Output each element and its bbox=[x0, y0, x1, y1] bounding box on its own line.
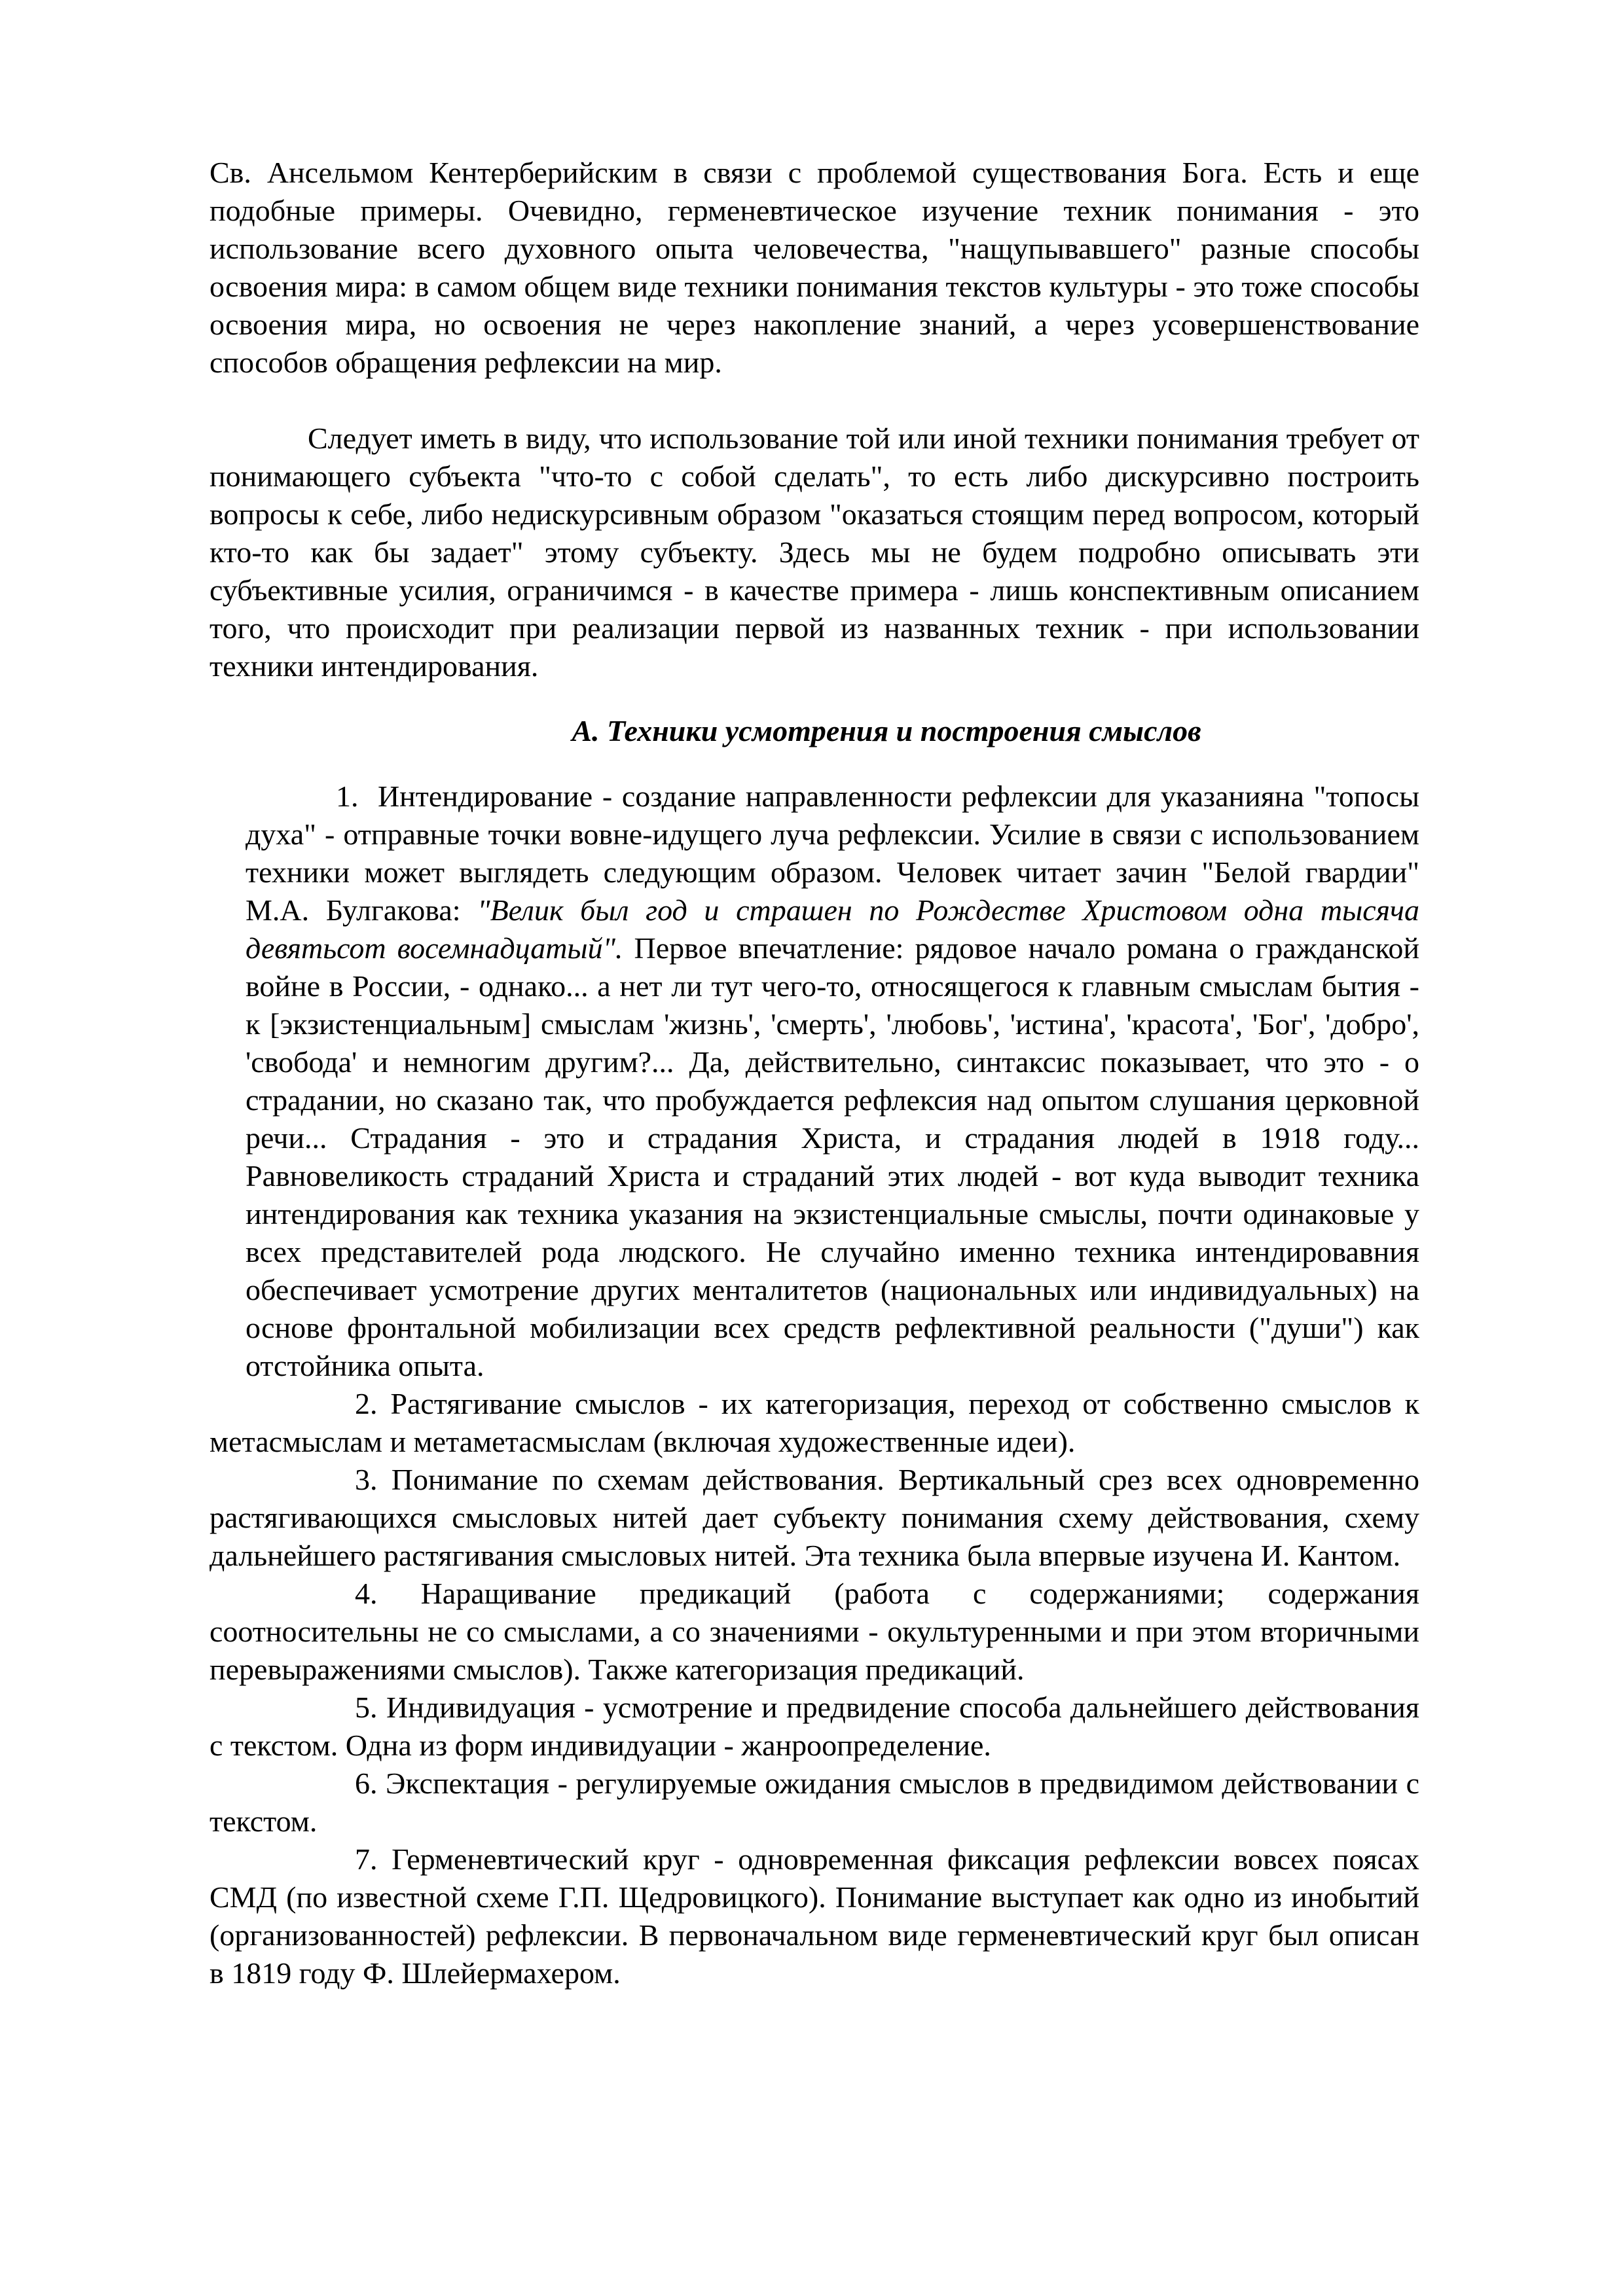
list-item-number: 7. bbox=[355, 1842, 378, 1876]
list-item-text: Индивидуация - усмотрение и предвидение способа дальнейшего действования с текстом. Одна из форм индивидуации - жанроопределение. bbox=[210, 1691, 1420, 1762]
paragraph-gap bbox=[210, 382, 1419, 420]
list-item-1 bbox=[210, 778, 1419, 1385]
list-item-6 bbox=[210, 1765, 1419, 1840]
list-item-number: 3. bbox=[355, 1463, 378, 1496]
list-item-4 bbox=[210, 1575, 1419, 1689]
list-item-2 bbox=[210, 1385, 1419, 1461]
list-item-text-continued: Первое впечатление: рядовое начало романа о гражданской войне в России, - однако... а нет ли тут чего-то, относящегося к главным смыслам бытия - к [экзистенциальным] смыслам 'жизнь', 'смерть', 'любовь', 'истина', 'красота', 'Бог', 'добро', 'свобода' и немногим другим?... Да, действительно, синтаксис показывает, что это - о страдании, но сказано так, что пробуждается рефлексия над опытом слушания церковной речи... Страдания - это и страдания Христа, и страдания людей в 1918 году... Равновеликость страданий Христа и страданий этих людей - вот куда выводит техника интендирования как техника указания на экзистенциальные смыслы, почти одинаковые у всех представителей рода людского. Не случайно именно техника интендировавния обеспечивает усмотрение других менталитетов (национальных или индивидуальных) на основе фронтальной мобилизации всех средств рефлективной реальности ("души") как отстойника опыта. bbox=[246, 931, 1419, 1382]
list-item-text: Понимание по схемам действования. Вертикальный срез всех одновременно растягивающихся смысловых нитей дает субъекту понимания схему действования, схему дальнейшего растягивания смысловых нитей. Эта техника была впервые изучена И. Кантом. bbox=[210, 1463, 1419, 1572]
section-heading: А. Техники усмотрения и построения смыслов bbox=[572, 714, 1201, 747]
list-item-number: 5. bbox=[355, 1691, 378, 1724]
list-item-number: 1. bbox=[336, 780, 359, 813]
list-item-number: 2. bbox=[355, 1387, 378, 1420]
bulgakov-quote: "Велик был год и страшен по Рождестве Христовом одна тысяча девятьсот восемнадцатый". bbox=[246, 893, 1420, 965]
document-page bbox=[210, 154, 1419, 1992]
list-item-text: Экспектация - регулируемые ожидания смыслов в предвидимом действовании с текстом. bbox=[210, 1767, 1419, 1838]
list-item-7 bbox=[210, 1840, 1419, 1992]
list-item-text: Наращивание предикаций (работа с содержаниями; содержания соотносительны не со смыслами, а со значениями - окультуренными и при этом вторичными перевыражениями смыслов). Также категоризация предикаций. bbox=[210, 1577, 1420, 1686]
list-item-number: 6. bbox=[355, 1767, 378, 1800]
list-item-3 bbox=[210, 1461, 1419, 1575]
paragraph-anselm: Св. Ансельмом Кентерберийским в связи с проблемой существования Бога. Есть и еще подобные примеры. Очевидно, герменевтическое изучение техник понимания - это использование всего духовного опыта человечества, "нащупывавшего" разные способы освоения мира: в самом общем виде техники понимания текстов культуры - это тоже способы освоения мира, но освоения не через накопление знаний, а через усовершенствование способов обращения рефлексии на мир. bbox=[210, 156, 1419, 379]
list-item-text: Растягивание смыслов - их категоризация, переход от собственно смыслов к метасмыслам и метаметасмыслам (включая художественные идеи). bbox=[210, 1387, 1420, 1458]
paragraph-technique-note: Следует иметь в виду, что использование той или иной техники понимания требует от понимающего субъекта "что-то с собой сделать", то есть либо дискурсивно построить вопросы к себе, либо недискурсивным образом "оказаться стоящим перед вопросом, который кто-то как бы задает" этому субъекту. Здесь мы не будем подробно описывать эти субъективные усилия, ограничимся - в качестве примера - лишь конспективным описанием того, что происходит при реализации первой из названных техник - при использовании техники интендирования. bbox=[210, 422, 1419, 683]
list-item-text: Герменевтический круг - одновременная фиксация рефлексии вовсех поясах СМД (по известной схеме Г.П. Щедровицкого). Понимание выступает как одно из инобытий (организованностей) рефлексии. В первоначальном виде герменевтический круг был описан в 1819 году Ф. Шлейермахером. bbox=[210, 1842, 1419, 1990]
list-item-5 bbox=[210, 1689, 1419, 1765]
list-item-number: 4. bbox=[355, 1577, 378, 1610]
list-item-text: Интендирование - создание направленности рефлексии для указанияна "топосы духа" - отправные точки вовне-идущего луча рефлексии. Усилие в связи с использованием техники может выглядеть следующим образом. Человек читает зачин "Белой гвардии" М.А. Булгакова: bbox=[246, 780, 1420, 927]
techniques-list bbox=[210, 778, 1419, 1992]
